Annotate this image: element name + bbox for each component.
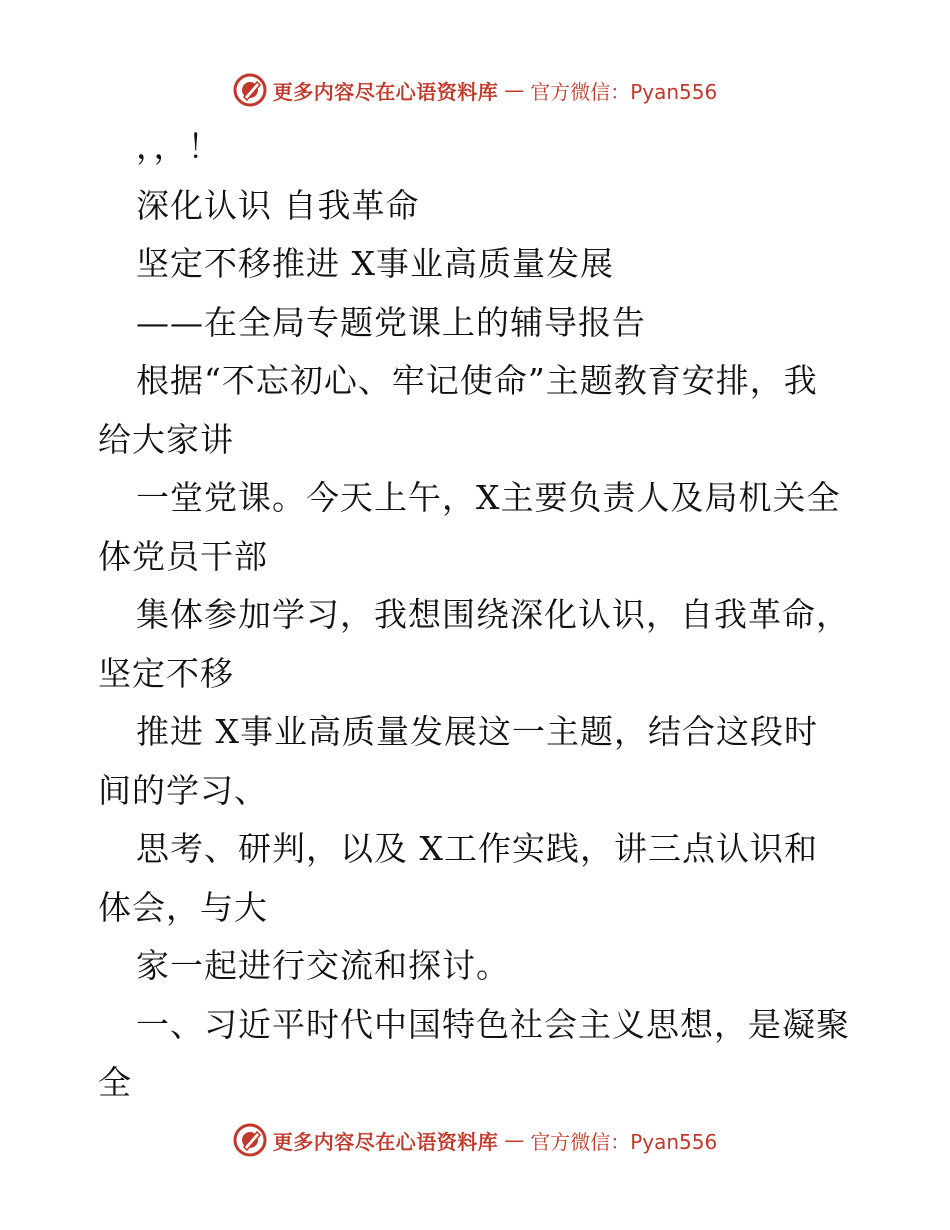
text-line: 思考、研判，以及 X工作实践，讲三点认识和	[136, 829, 818, 868]
banner-title: 更多内容尽在心语资料库	[272, 79, 499, 104]
section-heading: 一、习近平时代中国特色社会主义思想，是凝聚	[136, 1004, 850, 1044]
text-line: 体党员干部	[98, 536, 268, 576]
document-subtitle: 坚定不移推进 X事业高质量发展	[136, 244, 614, 283]
banner-wechat: 官方微信：Pyan556	[530, 79, 718, 104]
document-title: 深化认识 自我革命	[136, 185, 420, 225]
text-line: 体会，与大	[98, 887, 268, 927]
text-line: 全	[98, 1063, 132, 1102]
document-body	[98, 118, 858, 1113]
text-line: ，，！	[136, 127, 222, 166]
banner-separator: —	[504, 1128, 525, 1152]
brand-logo-icon	[233, 1123, 267, 1157]
banner-wechat: 官方微信：Pyan556	[530, 1129, 718, 1154]
brand-logo-icon	[233, 73, 267, 107]
text-line: 一堂党课。今天上午，X主要负责人及局机关全	[136, 478, 841, 517]
banner-title: 更多内容尽在心语资料库	[272, 1129, 499, 1154]
footer-banner	[0, 1120, 950, 1160]
text-line: 间的学习、	[98, 770, 268, 810]
text-line: 根据“不忘初心、牢记使命”主题教育安排，我	[136, 361, 818, 400]
header-banner	[0, 70, 950, 110]
text-line: 给大家讲	[98, 419, 234, 459]
banner-separator: —	[504, 78, 525, 102]
document-caption: ——在全局专题党课上的辅导报告	[136, 302, 646, 342]
text-line: 集体参加学习，我想围绕深化认识，自我革命，	[136, 595, 850, 634]
text-line: 家一起进行交流和探讨。	[136, 946, 510, 985]
text-line: 坚定不移	[98, 653, 234, 693]
text-line: 推进 X事业高质量发展这一主题，结合这段时	[136, 712, 818, 751]
